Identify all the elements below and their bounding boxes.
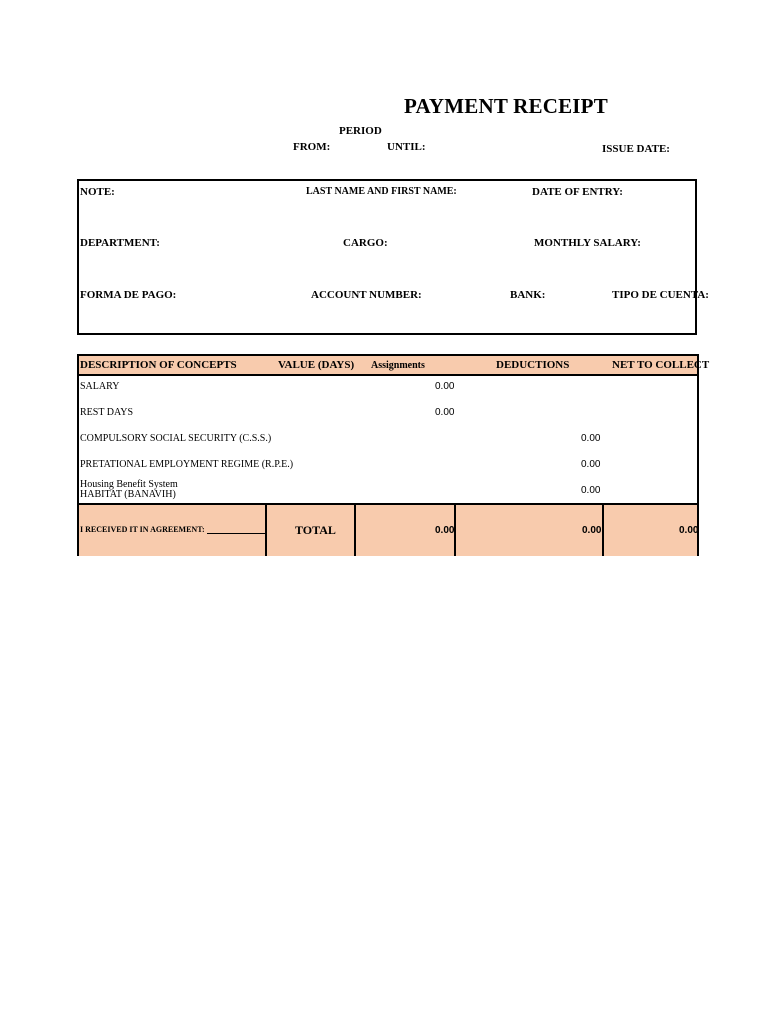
account-number-label: ACCOUNT NUMBER: — [311, 289, 422, 301]
from-label: FROM: — [293, 141, 331, 153]
period-label: PERIOD — [339, 125, 382, 137]
row-banavih-deduction: 0.00 — [581, 485, 601, 496]
row-banavih-line1: Housing Benefit System — [80, 479, 178, 490]
row-rest-days-assignment: 0.00 — [435, 407, 455, 418]
col-value-days: VALUE (DAYS) — [278, 359, 355, 371]
col-description: DESCRIPTION OF CONCEPTS — [80, 359, 237, 371]
total-deductions: 0.00 — [582, 525, 602, 536]
received-label: I RECEIVED IT IN AGREEMENT: — [80, 525, 205, 534]
col-net-to-collect: NET TO COLLECT — [612, 359, 710, 371]
employee-info-box — [77, 179, 709, 335]
row-salary-label: SALARY — [80, 381, 120, 392]
total-assignments: 0.00 — [435, 525, 455, 536]
row-banavih-line2: HABITAT (BANAVIH) — [80, 489, 176, 500]
payment-method-label: FORMA DE PAGO: — [80, 289, 177, 301]
row-salary-assignment: 0.00 — [435, 381, 455, 392]
footer-divider-2 — [354, 505, 356, 556]
total-net: 0.00 — [679, 525, 699, 536]
note-label: NOTE: — [80, 186, 115, 198]
row-css-deduction: 0.00 — [581, 433, 601, 444]
page-title: PAYMENT RECEIPT — [404, 94, 608, 118]
footer-divider-3 — [454, 505, 456, 556]
issue-date-label: ISSUE DATE: — [602, 143, 670, 155]
signature-line[interactable] — [207, 533, 265, 534]
until-label: UNTIL: — [387, 141, 426, 153]
row-rpe-label: PRETATIONAL EMPLOYMENT REGIME (R.P.E.) — [80, 459, 294, 470]
footer-divider-4 — [602, 505, 604, 556]
total-label: TOTAL — [295, 523, 336, 537]
cargo-label: CARGO: — [343, 237, 388, 249]
row-rest-days-label: REST DAYS — [80, 407, 134, 418]
department-label: DEPARTMENT: — [80, 237, 160, 249]
bank-label: BANK: — [510, 289, 546, 301]
row-banavih-label — [80, 480, 178, 500]
date-of-entry-label: DATE OF ENTRY: — [532, 186, 623, 198]
col-assignments: Assignments — [371, 360, 425, 371]
concepts-table — [77, 354, 710, 556]
account-type-label: TIPO DE CUENTA: — [612, 289, 709, 301]
footer-divider-1 — [265, 505, 267, 556]
table-footer — [79, 503, 697, 556]
row-css-label: COMPULSORY SOCIAL SECURITY (C.S.S.) — [80, 433, 272, 444]
table-header — [79, 356, 710, 376]
name-label: LAST NAME AND FIRST NAME: — [306, 186, 457, 197]
col-deductions: DEDUCTIONS — [496, 359, 570, 371]
monthly-salary-label: MONTHLY SALARY: — [534, 237, 641, 249]
row-rpe-deduction: 0.00 — [581, 459, 601, 470]
